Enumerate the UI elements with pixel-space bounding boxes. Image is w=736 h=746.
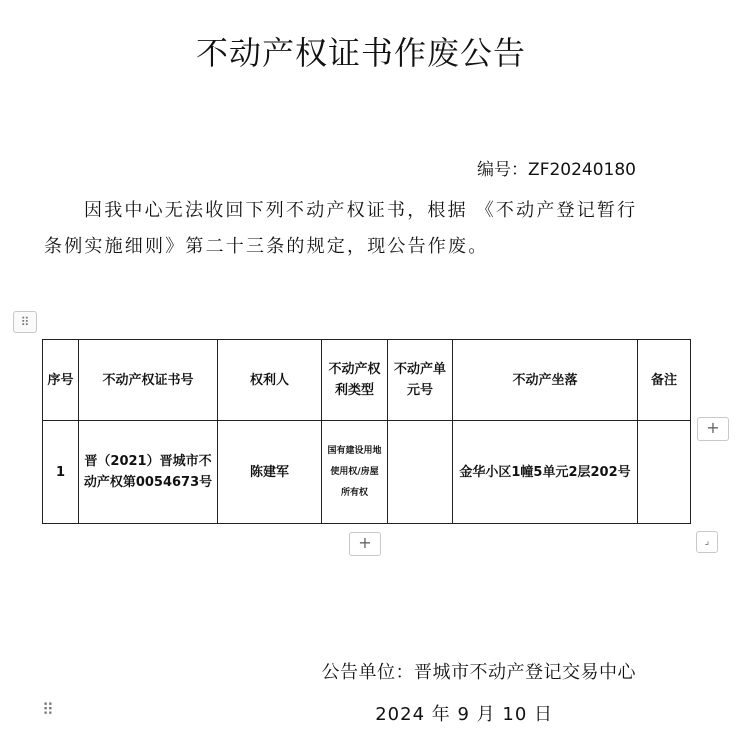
plus-icon: +: [358, 533, 372, 552]
cell-location[interactable]: 金华小区1幢5单元2层202号: [453, 421, 638, 524]
header-location[interactable]: 不动产坐落: [453, 340, 638, 421]
block-drag-handle[interactable]: [42, 700, 54, 719]
header-right-type[interactable]: 不动产权利类型: [322, 340, 388, 421]
cell-seq[interactable]: 1: [43, 421, 79, 524]
cell-cert-no[interactable]: 晋（2021）晋城市不动产权第0054673号: [79, 421, 218, 524]
table-header-row: [43, 340, 691, 421]
drag-handle-icon: ⠿: [20, 315, 30, 329]
add-column-button[interactable]: [697, 417, 729, 441]
cell-remark[interactable]: [638, 421, 691, 524]
table-handle-button[interactable]: [13, 311, 37, 333]
plus-icon: +: [706, 418, 720, 437]
issuer-line: 公告单位：晋城市不动产登记交易中心: [321, 662, 636, 683]
header-cert-no[interactable]: 不动产权证书号: [79, 340, 218, 421]
cell-holder[interactable]: 陈建军: [218, 421, 322, 524]
certificate-table: [42, 339, 691, 524]
header-seq[interactable]: 序号: [43, 340, 79, 421]
header-holder[interactable]: 权利人: [218, 340, 322, 421]
resize-icon: ⌟: [704, 536, 710, 547]
drag-dots-icon: ⠿: [42, 700, 54, 719]
announcement-paragraph: 因我中心无法收回下列不动产权证书，根据 《不动产登记暂行条例实施细则》第二十三条的规定，现公告作废。: [44, 200, 638, 257]
cell-unit-no[interactable]: [388, 421, 453, 524]
header-unit-no[interactable]: 不动产单元号: [388, 340, 453, 421]
page-title: 不动产权证书作废公告: [195, 34, 526, 72]
issue-date: 2024 年 9 月 10 日: [375, 704, 553, 725]
table-row: [43, 421, 691, 524]
resize-table-button[interactable]: [696, 531, 718, 553]
header-remark[interactable]: 备注: [638, 340, 691, 421]
cell-right-type[interactable]: 国有建设用地使用权/房屋所有权: [322, 421, 388, 524]
document-number: 编号：ZF20240180: [477, 160, 636, 180]
add-row-button[interactable]: [349, 532, 381, 556]
